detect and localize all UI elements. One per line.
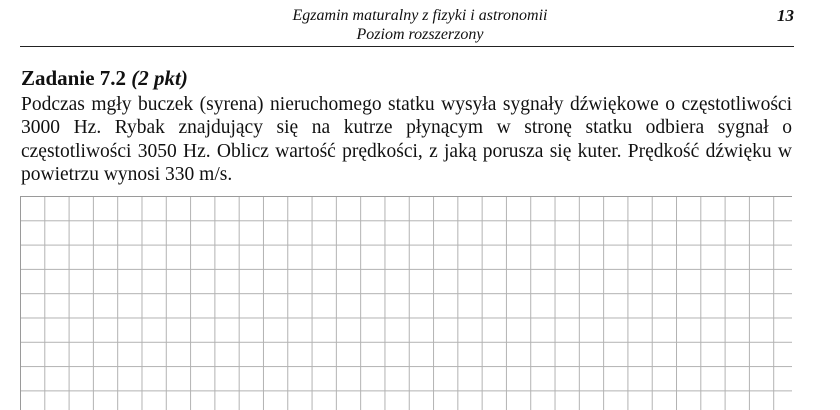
page-header (0, 0, 840, 48)
exam-level: Poziom rozszerzony (356, 26, 484, 43)
task-points: (2 pkt) (131, 66, 188, 90)
task-heading (21, 66, 188, 90)
answer-grid[interactable] (20, 196, 792, 410)
task-text: Podczas mgły buczek (syrena) nieruchomego statku wysyła sygnały dźwiękowe o częstotliwości 3000 Hz. Rybak znajdujący się na kutrze płynącym w stronę statku odbiera sygnał o częstotliwości 3050 Hz. Oblicz wartość prędkości, z jaką porusza się kuter. Prędkość dźwięku w powietrzu wynosi 330 m/s. (21, 94, 792, 186)
page-number: 13 (777, 6, 794, 25)
header-divider (20, 46, 794, 47)
exam-title: Egzamin maturalny z fizyki i astronomii (292, 7, 548, 24)
task-number: Zadanie 7.2 (21, 66, 127, 90)
